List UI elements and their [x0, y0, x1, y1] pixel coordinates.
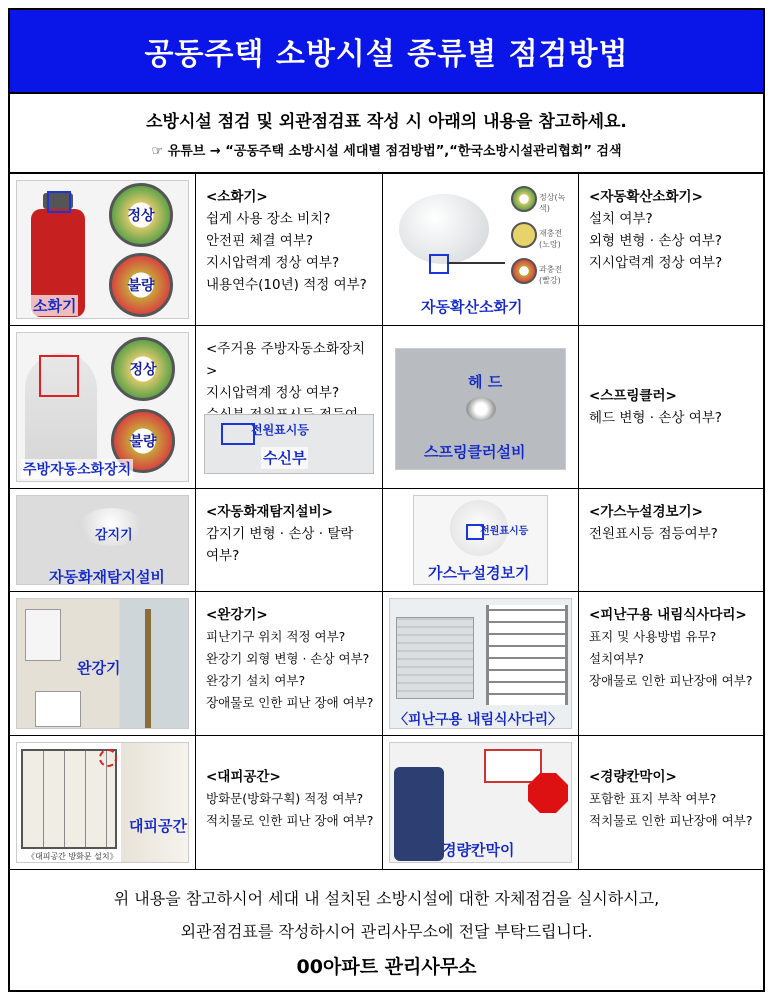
descender-image: [10, 592, 196, 736]
inspection-grid: [10, 174, 763, 870]
heading-refuge-space: <대피공간>: [206, 769, 281, 785]
check-line: 지시압력계 정상 여부?: [589, 255, 723, 271]
heading-auto-spread: <자동확산소화기>: [589, 189, 703, 205]
refuge-space-text: [196, 736, 383, 870]
footer-line-1: 위 내용을 참고하시어 세대 내 설치된 소방시설에 대한 자체점검을 실시하시고,: [113, 888, 660, 908]
label-sprinkler: 스프링클러설비: [424, 443, 526, 461]
gauge-normal-icon: 정상: [111, 337, 175, 401]
check-line: 장애물로 인한 피난 장애 여부?: [206, 695, 374, 710]
check-line: 쉽게 사용 장소 비치?: [206, 211, 331, 227]
check-line: 표지 및 사용방법 유무?: [589, 629, 717, 644]
check-line: 전원표시등 점등여부?: [589, 526, 718, 542]
rope-icon: [145, 609, 151, 729]
title-bar: [10, 10, 763, 94]
check-line: 내용연수(10년) 적정 여부?: [206, 277, 367, 293]
gas-leak-alarm-image: [383, 489, 579, 592]
evacuation-ladder-image: [383, 592, 579, 736]
legend-overcharge: 과충전(빨강): [539, 265, 563, 285]
heading-descender: <완강기>: [206, 607, 268, 623]
label-auto-spread: 자동확산소화기: [421, 298, 523, 316]
check-line: 감지기 변형 · 손상 · 탈락: [206, 526, 354, 542]
kitchen-auto-extinguisher-text: [196, 326, 383, 489]
check-line: 피난기구 위치 적정 여부?: [206, 629, 346, 644]
check-line: 외형 변형 · 손상 여부?: [589, 233, 722, 249]
light-partition-image: [383, 736, 579, 870]
fire-extinguisher-text: [196, 174, 383, 326]
sign-icon: [484, 749, 542, 783]
footer: [10, 870, 763, 994]
label-power-indicator: 전원표시등: [480, 526, 529, 537]
person-hand-icon: [394, 767, 444, 861]
kitchen-auto-extinguisher-image: [10, 326, 196, 489]
label-evacuation-ladder: 〈피난구용 내림식사다리〉: [394, 712, 563, 728]
stop-sign-icon: [528, 773, 568, 813]
gauge-bad-icon: 불량: [111, 409, 175, 473]
label-power-indicator: 전원표시등: [251, 423, 309, 437]
receiver-panel-image: [204, 414, 374, 474]
fire-extinguisher-image: [10, 174, 196, 326]
door-photo-icon: [121, 743, 189, 863]
descender-text: [196, 592, 383, 736]
highlight-circle-icon: [99, 749, 117, 767]
notice-page: [8, 8, 765, 992]
check-line: 완강기 외형 변형 · 손상 여부?: [206, 651, 370, 666]
ladder-hatch-icon: [396, 617, 474, 699]
window-icon: [25, 609, 61, 661]
check-line: 장애물로 인한 피난장애 여부?: [589, 673, 753, 688]
refuge-space-image: [10, 736, 196, 870]
label-kitchen-extinguisher: 주방자동소화장치: [21, 459, 133, 479]
label-head: 헤 드: [468, 373, 503, 391]
label-fire-extinguisher: 소화기: [33, 297, 77, 315]
check-line: 안전핀 체결 여부?: [206, 233, 314, 249]
gauge-green-icon: [511, 186, 537, 212]
label-descender: 완강기: [77, 659, 121, 677]
footer-signature: 00아파트 관리사무소: [296, 955, 477, 978]
check-line: 포함한 표지 부착 여부?: [589, 791, 717, 806]
auto-spread-extinguisher-image: [383, 174, 579, 326]
intro-section: [10, 94, 763, 174]
fire-detector-image: [10, 489, 196, 592]
caption-refuge-door: 《대피공간 방화문 설치》: [27, 852, 118, 861]
legend-recharge: 재충전(노랑): [539, 229, 563, 249]
heading-fire-detector: <자동화재탐지설비>: [206, 504, 333, 520]
evacuation-ladder-text: [579, 592, 763, 736]
check-line: 지시압력계 정상 여부?: [206, 385, 340, 401]
check-line: 여부?: [206, 548, 240, 564]
gas-leak-alarm-text: [579, 489, 763, 592]
label-light-partition: 경량칸막이: [442, 841, 515, 859]
check-line: 적치물로 인한 피난 장애 여부?: [206, 813, 374, 828]
label-detector: 감지기: [95, 528, 133, 543]
auto-spread-extinguisher-text: [579, 174, 763, 326]
sprinkler-image: [383, 326, 579, 489]
gauge-red-icon: [511, 258, 537, 284]
intro-line-1: 소방시설 점검 및 외관점검표 작성 시 아래의 내용을 참고하세요.: [146, 112, 627, 132]
page-title: 공동주택 소방시설 종류별 점검방법: [144, 37, 629, 72]
label-fire-detection: 자동화재탐지설비: [49, 568, 165, 585]
heading-evacuation-ladder: <피난구용 내림식사다리>: [589, 607, 747, 623]
footer-line-2: 외관점검표를 작성하시어 관리사무소에 전달 부탁드립니다.: [180, 921, 593, 941]
light-partition-text: [579, 736, 763, 870]
heading-light-partition: <경량칸막이>: [589, 769, 677, 785]
check-line: 지시압력계 정상 여부?: [206, 255, 340, 271]
label-refuge-space: 대피공간: [129, 817, 187, 835]
descender-box-icon: [35, 691, 81, 727]
intro-line-2: ☞ 유튜브 → “공동주택 소방시설 세대별 점검방법”,“한국소방시설관리협회” 검색: [151, 144, 622, 159]
gauge-yellow-icon: [511, 222, 537, 248]
ladder-icon: [486, 605, 568, 705]
check-line: 헤드 변형 · 손상 여부?: [589, 410, 722, 426]
check-line: 적치물로 인한 피난장애 여부?: [589, 813, 753, 828]
gauge-bad-icon: 불량: [109, 253, 173, 317]
fire-detector-text: [196, 489, 383, 592]
sprinkler-text: [579, 326, 763, 489]
legend-normal: 정상(녹색): [539, 193, 566, 213]
sprinkler-head-icon: [466, 397, 496, 421]
heading-sprinkler: <스프링클러>: [589, 388, 677, 404]
check-line: 설치여부?: [589, 651, 644, 666]
check-line: 완강기 설치 여부?: [206, 673, 306, 688]
label-receiver: 수신부: [263, 449, 307, 467]
check-line: 방화문(방화구획) 적정 여부?: [206, 791, 364, 806]
check-line: 설치 여부?: [589, 211, 653, 227]
label-gas-alarm: 가스누설경보기: [428, 564, 530, 582]
gauge-normal-icon: 정상: [109, 183, 173, 247]
heading-kitchen: <주거용 주방자동소화장치>: [206, 341, 366, 379]
heading-fire-extinguisher: <소화기>: [206, 189, 268, 205]
arrow-icon: [447, 262, 505, 264]
heading-gas-alarm: <가스누설경보기>: [589, 504, 703, 520]
